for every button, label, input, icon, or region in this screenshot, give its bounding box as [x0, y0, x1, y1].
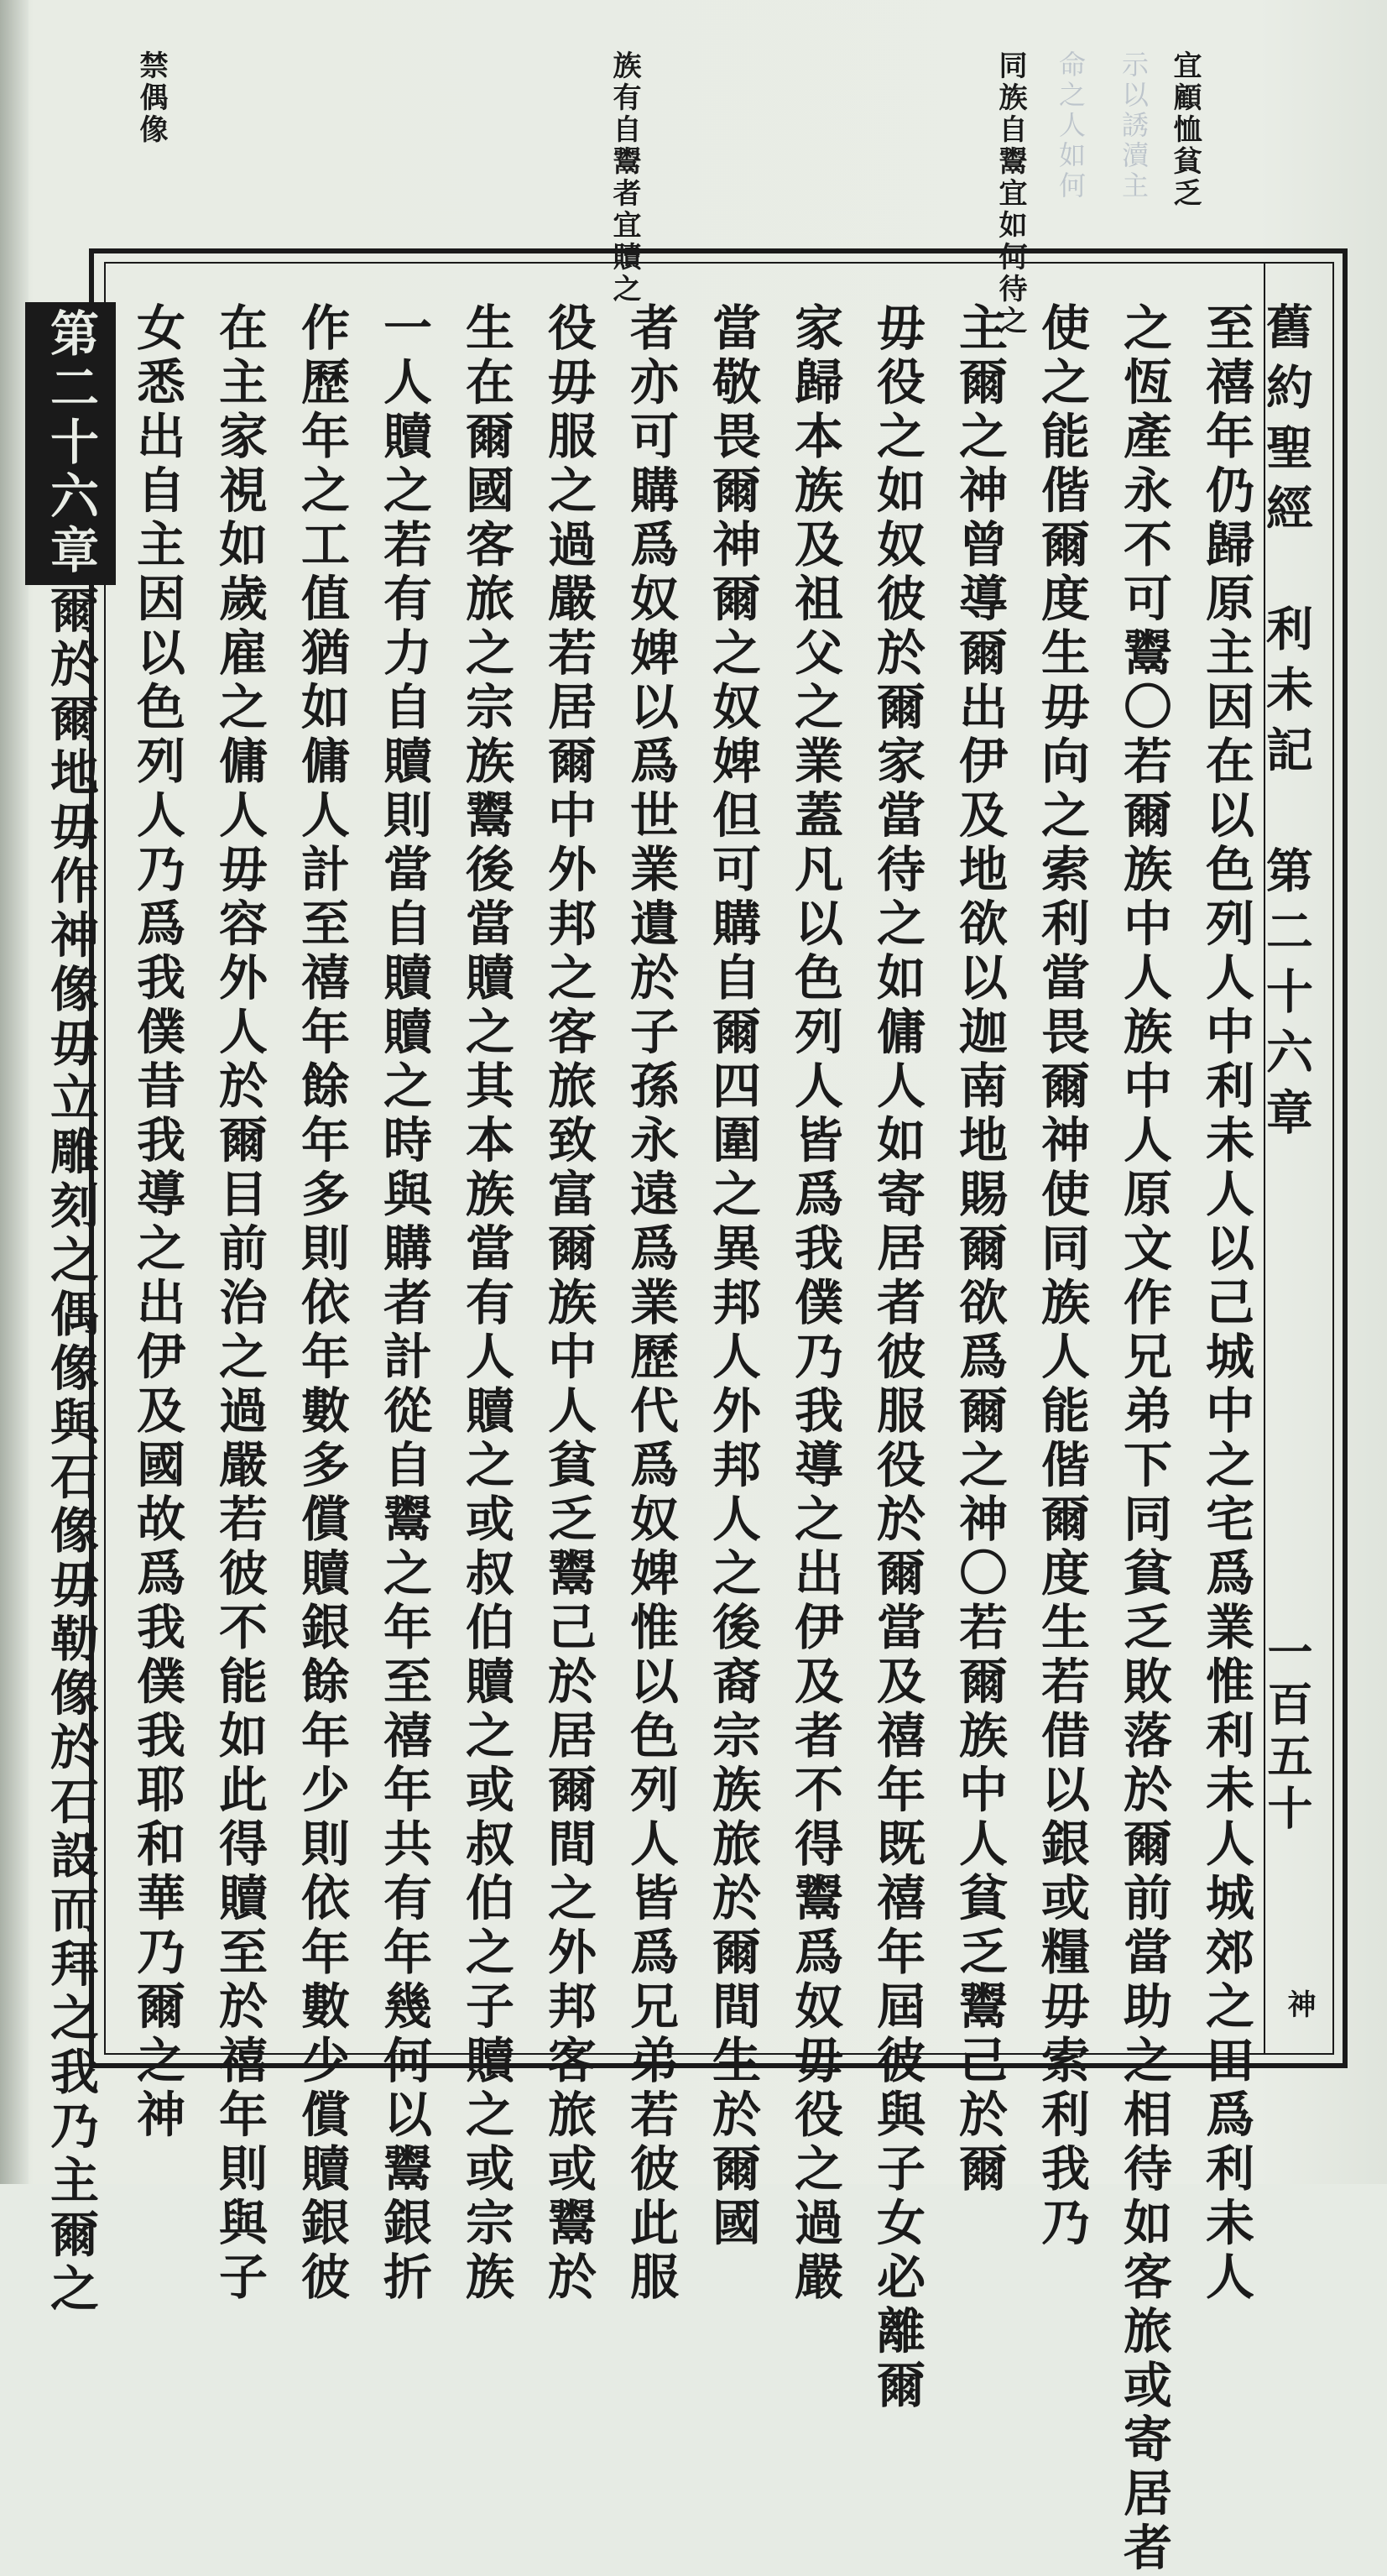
text-line: 生在爾國客旅之宗族鬻後當贖之其本族當有人贖之或叔伯贖之或叔伯之子贖之或宗族	[457, 302, 514, 2306]
text-line: 者亦可購爲奴婢以爲世業遺於子孫永遠爲業歷代爲奴婢惟以色列人皆爲兄弟若彼此服	[622, 302, 679, 2306]
text-line: 一人贖之若有力自贖則當自贖贖之時與購者計從自鬻之年至禧年共有年幾何以鬻銀折	[375, 302, 432, 2306]
book-gutter	[0, 0, 29, 2184]
text-line-rest: 爾於爾地毋作神像毋立雕刻之偶像與石像毋勒像於石設而拜之我乃主爾之	[42, 584, 99, 2317]
chapter-heading: 第二十六章	[25, 302, 116, 585]
text-line: 家歸本族及祖父之業蓋凡以色列人皆爲我僕乃我導之出伊及者不得鬻爲奴毋役之過嚴	[786, 302, 843, 2306]
bleed-through-text: 命之人如何	[1055, 50, 1087, 201]
text-line-chapter-start	[25, 302, 116, 2317]
footer-mark: 神	[1282, 1989, 1316, 2018]
text-line: 在主家視如歲雇之傭人毋容外人於爾目前治之過嚴若彼不能如此得贖至於禧年則與子	[211, 302, 268, 2306]
text-line: 使之能偕爾度生毋向之索利當畏爾神使同族人能偕爾度生若借以銀或糧毋索利我乃	[1033, 302, 1090, 2251]
bleed-through-text: 示以誘瀆主	[1118, 50, 1150, 201]
marginal-note: 族有自鬻者宜贖之	[607, 50, 641, 306]
text-line: 毋役之如奴彼於爾家當待之如傭人如寄居者彼服役於爾當及禧年既禧年屆彼與子女必離爾	[868, 302, 926, 2414]
page-number: 一百五十	[1260, 1628, 1314, 1837]
text-line: 之恆產永不可鬻〇若爾族中人族中人原文作兄弟下同貧乏敗落於爾前當助之相待如客旅或寄居者	[1115, 302, 1172, 2576]
body-text	[42, 302, 1267, 2576]
marginal-note: 禁偶像	[134, 50, 168, 146]
text-line: 役毋服之過嚴若居爾中外邦之客旅致富爾族中人貧乏鬻己於居爾間之外邦客旅或鬻於	[540, 302, 597, 2306]
text-line: 至禧年仍歸原主因在以色列人中利未人以己城中之宅爲業惟利未人城郊之田爲利未人	[1197, 302, 1254, 2306]
text-line: 女悉出自主因以色列人乃爲我僕昔我導之出伊及國故爲我僕我耶和華乃爾之神	[128, 302, 185, 2143]
running-title: 舊約聖經 利未記 第二十六章	[1259, 302, 1314, 1148]
text-line: 當敬畏爾神爾之奴婢但可購自爾四圍之異邦人外邦人之後裔宗族旅於爾間生於爾國	[704, 302, 761, 2251]
text-line: 主爾之神曾導爾出伊及地欲以迦南地賜爾欲爲爾之神〇若爾族中人貧乏鬻己於爾	[951, 302, 1008, 2197]
text-line: 作歷年之工值猶如傭人計至禧年餘年多則依年數多償贖銀餘年少則依年數少償贖銀彼	[293, 302, 350, 2306]
marginal-note: 宜顧恤貧乏	[1168, 50, 1202, 210]
marginal-note: 同族自鬻宜如何待之	[993, 50, 1027, 337]
